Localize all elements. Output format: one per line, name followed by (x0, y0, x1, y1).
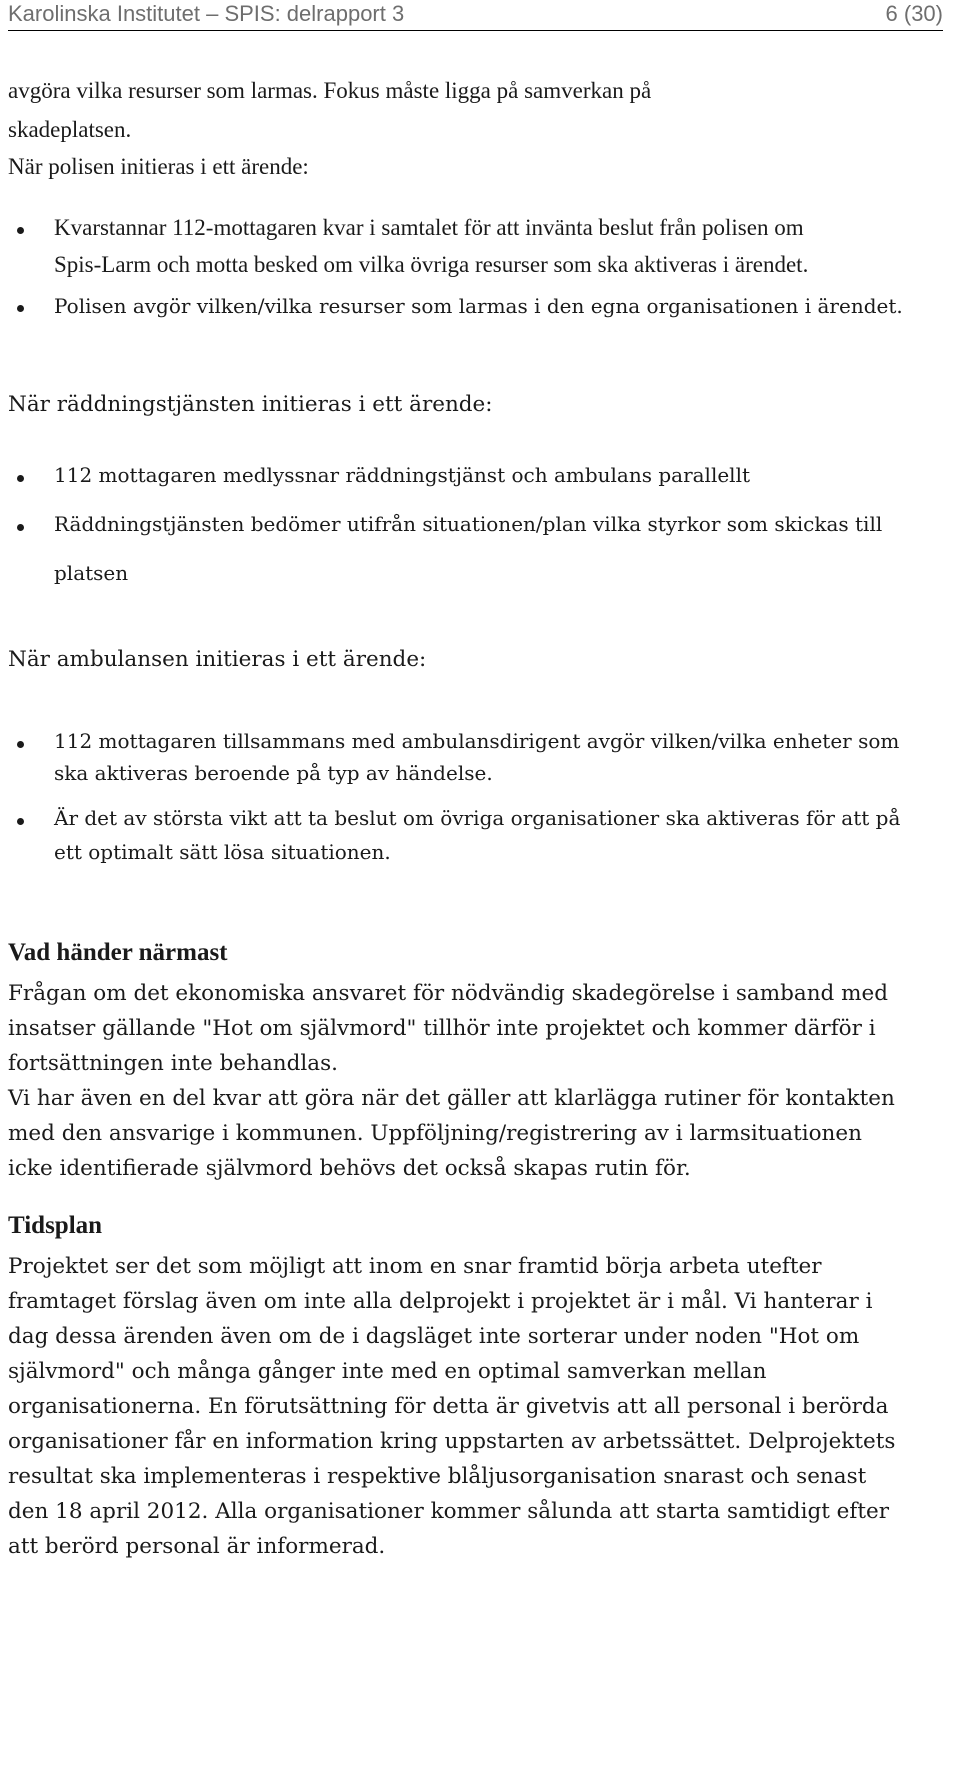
list-item-line: Är det av största vikt att ta beslut om övriga organisationer ska aktiveras för att på (54, 806, 901, 830)
section-intro: När polisen initieras i ett ärende: (8, 154, 309, 179)
paragraph-line: fortsättningen inte behandlas. (8, 1051, 338, 1076)
body-line: skadeplatsen. (8, 117, 132, 142)
section-heading: Tidsplan (8, 1212, 103, 1239)
paragraph-line: med den ansvarige i kommunen. Uppföljning/registrering av i larmsituationen (8, 1121, 862, 1146)
section-intro: När ambulansen initieras i ett ärende: (8, 647, 427, 672)
list-item-line: ett optimalt sätt lösa situationen. (54, 840, 391, 864)
list-item-line: 112 mottagaren medlyssnar räddningstjänst och ambulans parallellt (54, 463, 751, 487)
paragraph-line: att berörd personal är informerad. (8, 1534, 386, 1559)
paragraph-line: resultat ska implementeras i respektive blåljusorganisation snarast och senast (8, 1464, 867, 1489)
page-number: 6 (30) (885, 1, 943, 26)
paragraph-line: den 18 april 2012. Alla organisationer kommer sålunda att starta samtidigt efter (8, 1499, 890, 1524)
list-item-line: 112 mottagaren tillsammans med ambulansdirigent avgör vilken/vilka enheter som (54, 729, 900, 753)
page-header (8, 0, 943, 31)
paragraph-line: Projektet ser det som möjligt att inom en snar framtid börja arbeta utefter (8, 1254, 822, 1279)
bullet-icon (17, 741, 24, 748)
paragraph-line: insatser gällande "Hot om självmord" tillhör inte projektet och kommer därför i (8, 1016, 876, 1041)
bullet-icon (17, 818, 24, 825)
bullet-icon (17, 227, 24, 234)
bullet-icon (17, 475, 24, 482)
header-title: Karolinska Institutet – SPIS: delrapport 3 (8, 1, 405, 26)
list-item-line: Kvarstannar 112-mottagaren kvar i samtalet för att invänta beslut från polisen om (54, 215, 804, 240)
paragraph-line: dag dessa ärenden även om de i dagsläget inte sorterar under noden "Hot om (8, 1324, 860, 1349)
list-item-line: Polisen avgör vilken/vilka resurser som larmas i den egna organisationen i ärendet. (54, 294, 903, 318)
list-item-line: Spis-Larm och motta besked om vilka övriga resurser som ska aktiveras i ärendet. (54, 252, 809, 277)
paragraph-line: organisationerna. En förutsättning för detta är givetvis att all personal i berörda (8, 1394, 889, 1419)
paragraph-line: Vi har även en del kvar att göra när det gäller att klarlägga rutiner för kontakten (8, 1086, 895, 1111)
list-item-line: ska aktiveras beroende på typ av händelse. (54, 761, 493, 785)
list-item-line: platsen (54, 561, 129, 585)
paragraph-line: framtaget förslag även om inte alla delprojekt i projektet är i mål. Vi hanterar i (8, 1289, 873, 1314)
bullet-icon (17, 305, 24, 312)
paragraph-line: Frågan om det ekonomiska ansvaret för nödvändig skadegörelse i samband med (8, 981, 889, 1006)
paragraph-line: självmord" och många gånger inte med en optimal samverkan mellan (8, 1359, 767, 1384)
body-line: avgöra vilka resurser som larmas. Fokus måste ligga på samverkan på (8, 78, 652, 103)
bullet-icon (17, 524, 24, 531)
section-heading: Vad händer närmast (8, 939, 228, 966)
section-intro: När räddningstjänsten initieras i ett ärende: (8, 392, 493, 417)
paragraph-line: organisationer får en information kring uppstarten av arbetssättet. Delprojektets (8, 1429, 896, 1454)
list-item-line: Räddningstjänsten bedömer utifrån situationen/plan vilka styrkor som skickas till (54, 512, 883, 536)
paragraph-line: icke identifierade självmord behövs det också skapas rutin för. (8, 1156, 691, 1181)
